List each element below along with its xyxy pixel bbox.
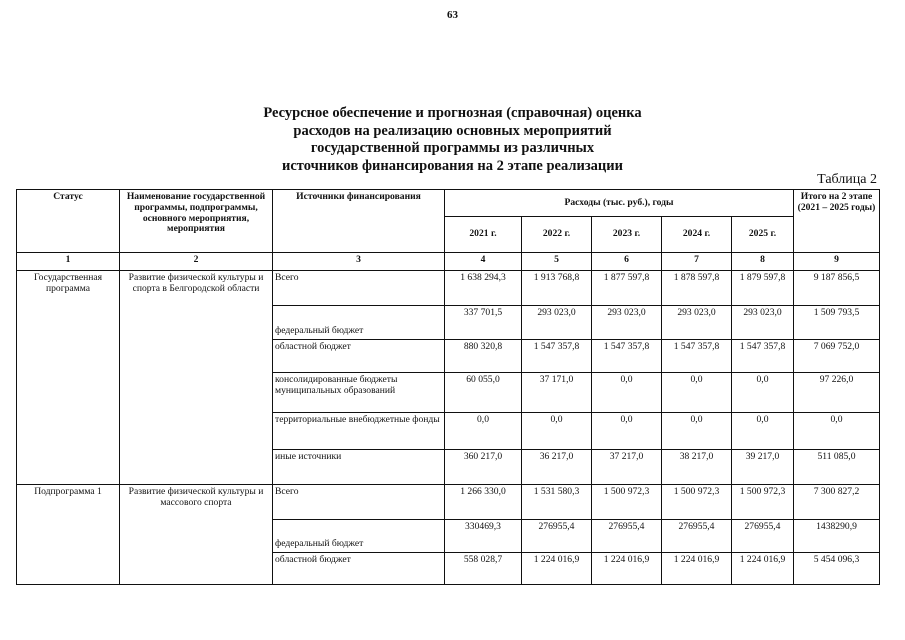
year-value: 36 217,0 [522, 450, 592, 485]
column-number: 7 [662, 253, 732, 271]
year-value: 38 217,0 [662, 450, 732, 485]
year-value: 1 224 016,9 [732, 553, 794, 585]
year-value: 1 913 768,8 [522, 271, 592, 306]
year-value: 558 028,7 [445, 553, 522, 585]
year-value: 0,0 [445, 413, 522, 450]
year-value: 0,0 [592, 373, 662, 413]
year-value: 293 023,0 [662, 306, 732, 340]
year-value: 1 224 016,9 [592, 553, 662, 585]
funding-source: консолидированные бюджеты муниципальных образований [273, 373, 445, 413]
header-year: 2025 г. [732, 217, 794, 253]
title-line: расходов на реализацию основных мероприятий [293, 122, 612, 139]
year-value: 337 701,5 [445, 306, 522, 340]
year-value: 0,0 [662, 373, 732, 413]
header-year: 2022 г. [522, 217, 592, 253]
total-value: 1 509 793,5 [794, 306, 880, 340]
year-value: 293 023,0 [592, 306, 662, 340]
year-value: 1 877 597,8 [592, 271, 662, 306]
row-status: Подпрограмма 1 [17, 485, 120, 585]
header-expenses: Расходы (тыс. руб.), годы [445, 190, 794, 217]
page-number: 63 [447, 9, 458, 21]
table-label: Таблица 2 [817, 172, 877, 187]
year-value: 276955,4 [662, 520, 732, 553]
year-value: 1 500 972,3 [662, 485, 732, 520]
column-number: 5 [522, 253, 592, 271]
title-line: Ресурсное обеспечение и прогнозная (справочная) оценка [263, 105, 642, 121]
column-number: 3 [273, 253, 445, 271]
year-value: 1 547 357,8 [522, 340, 592, 373]
year-value: 1 547 357,8 [592, 340, 662, 373]
year-value: 1 547 357,8 [732, 340, 794, 373]
funding-source: иные источники [273, 450, 445, 485]
year-value: 1 224 016,9 [662, 553, 732, 585]
funding-source: федеральный бюджет [273, 520, 445, 553]
table-row [17, 485, 880, 520]
header-year: 2024 г. [662, 217, 732, 253]
column-number: 4 [445, 253, 522, 271]
row-program-name: Развитие физической культуры и спорта в Белгородской области [120, 271, 273, 485]
year-value: 1 547 357,8 [662, 340, 732, 373]
column-number: 8 [732, 253, 794, 271]
title-line: государственной программы из различных [310, 140, 595, 156]
header-total: Итого на 2 этапе (2021 – 2025 годы) [794, 190, 880, 253]
title-line: источников финансирования на 2 этапе реализации [282, 157, 623, 174]
total-value: 5 454 096,3 [794, 553, 880, 585]
year-value: 60 055,0 [445, 373, 522, 413]
year-value: 1 500 972,3 [732, 485, 794, 520]
funding-source: федеральный бюджет [273, 306, 445, 340]
year-value: 276955,4 [592, 520, 662, 553]
row-program-name: Развитие физической культуры и массового спорта [120, 485, 273, 585]
funding-source: территориальные внебюджетные фонды [273, 413, 445, 450]
year-value: 37 217,0 [592, 450, 662, 485]
year-value: 276955,4 [522, 520, 592, 553]
year-value: 293 023,0 [522, 306, 592, 340]
funding-source: областной бюджет [273, 553, 445, 585]
year-value: 37 171,0 [522, 373, 592, 413]
year-value: 0,0 [592, 413, 662, 450]
total-value: 1438290,9 [794, 520, 880, 553]
table-row [17, 271, 880, 306]
budget-table [16, 189, 880, 585]
column-number: 9 [794, 253, 880, 271]
header-year: 2021 г. [445, 217, 522, 253]
year-value: 360 217,0 [445, 450, 522, 485]
column-number: 6 [592, 253, 662, 271]
header-source: Источники финансирования [273, 190, 445, 253]
column-number: 2 [120, 253, 273, 271]
year-value: 276955,4 [732, 520, 794, 553]
row-status: Государственная программа [17, 271, 120, 485]
year-value: 1 531 580,3 [522, 485, 592, 520]
year-value: 1 638 294,3 [445, 271, 522, 306]
year-value: 0,0 [732, 373, 794, 413]
document-title [0, 105, 905, 175]
funding-source: областной бюджет [273, 340, 445, 373]
year-value: 0,0 [522, 413, 592, 450]
total-value: 0,0 [794, 413, 880, 450]
year-value: 1 500 972,3 [592, 485, 662, 520]
year-value: 330469,3 [445, 520, 522, 553]
year-value: 39 217,0 [732, 450, 794, 485]
header-year: 2023 г. [592, 217, 662, 253]
column-number: 1 [17, 253, 120, 271]
total-value: 7 069 752,0 [794, 340, 880, 373]
year-value: 1 878 597,8 [662, 271, 732, 306]
funding-source: Всего [273, 485, 445, 520]
total-value: 97 226,0 [794, 373, 880, 413]
header-status: Статус [17, 190, 120, 253]
year-value: 0,0 [732, 413, 794, 450]
total-value: 9 187 856,5 [794, 271, 880, 306]
year-value: 1 266 330,0 [445, 485, 522, 520]
total-value: 7 300 827,2 [794, 485, 880, 520]
year-value: 1 879 597,8 [732, 271, 794, 306]
year-value: 880 320,8 [445, 340, 522, 373]
year-value: 0,0 [662, 413, 732, 450]
year-value: 293 023,0 [732, 306, 794, 340]
header-name: Наименование государственной программы, подпрограммы, основного мероприятия, мероприятия [120, 190, 273, 253]
total-value: 511 085,0 [794, 450, 880, 485]
year-value: 1 224 016,9 [522, 553, 592, 585]
funding-source: Всего [273, 271, 445, 306]
